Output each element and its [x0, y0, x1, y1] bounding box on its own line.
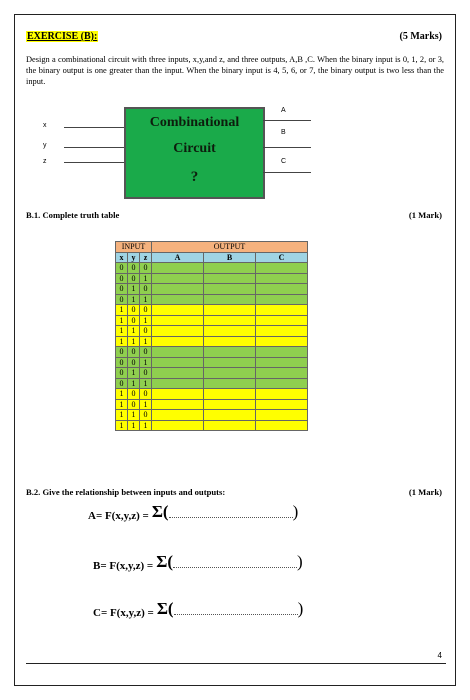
answer-cell-a[interactable]: [152, 336, 204, 347]
cell-x: 0: [116, 357, 128, 368]
cell-x: 0: [116, 284, 128, 295]
exercise-description: Design a combinational circuit with three inputs, x,y,and z, and three outputs, A,B ,C. When the binary input is 0, 1, 2, or 3, the binary output is one greater than the input. When the binary input is 4, 5, 6, or 7, the binary output is two less than the input.: [26, 55, 444, 86]
close-paren-b: ): [296, 552, 303, 571]
exercise-marks: (5 Marks): [399, 31, 442, 42]
cell-y: 0: [128, 273, 140, 284]
cell-y: 0: [128, 357, 140, 368]
answer-cell-c[interactable]: [256, 263, 308, 274]
table-row: [116, 389, 308, 400]
table-row: [116, 410, 308, 421]
table-row: [116, 326, 308, 337]
answer-cell-a[interactable]: [152, 368, 204, 379]
cell-x: 1: [116, 399, 128, 410]
answer-cell-c[interactable]: [256, 410, 308, 421]
cell-y: 0: [128, 315, 140, 326]
answer-cell-a[interactable]: [152, 347, 204, 358]
table-row: [116, 368, 308, 379]
cell-z: 0: [140, 389, 152, 400]
cell-y: 1: [128, 378, 140, 389]
answer-cell-a[interactable]: [152, 420, 204, 431]
answer-cell-b[interactable]: [204, 399, 256, 410]
table-row: [116, 263, 308, 274]
answer-cell-a[interactable]: [152, 263, 204, 274]
cell-y: 1: [128, 336, 140, 347]
answer-cell-a[interactable]: [152, 315, 204, 326]
output-label-c: C: [281, 158, 287, 165]
answer-cell-a[interactable]: [152, 294, 204, 305]
cell-z: 0: [140, 410, 152, 421]
answer-cell-c[interactable]: [256, 315, 308, 326]
sigma-c: Σ(: [156, 599, 174, 618]
answer-cell-c[interactable]: [256, 326, 308, 337]
cell-y: 1: [128, 368, 140, 379]
cell-x: 1: [116, 420, 128, 431]
answer-cell-c[interactable]: [256, 368, 308, 379]
cell-z: 1: [140, 357, 152, 368]
truth-table: [115, 241, 308, 431]
answer-cell-b[interactable]: [204, 263, 256, 274]
input-wire-x: [64, 127, 124, 128]
answer-cell-b[interactable]: [204, 347, 256, 358]
answer-cell-b[interactable]: [204, 368, 256, 379]
col-y: y: [128, 252, 140, 263]
answer-cell-c[interactable]: [256, 347, 308, 358]
cell-z: 1: [140, 273, 152, 284]
block-title: Combinational: [149, 115, 240, 130]
table-row: [116, 378, 308, 389]
equation-a: [88, 502, 298, 522]
answer-cell-b[interactable]: [204, 389, 256, 400]
answer-cell-a[interactable]: [152, 389, 204, 400]
cell-z: 1: [140, 336, 152, 347]
footer-rule: [26, 663, 446, 664]
answer-cell-b[interactable]: [204, 410, 256, 421]
col-z: z: [140, 252, 152, 263]
answer-cell-c[interactable]: [256, 336, 308, 347]
answer-cell-a[interactable]: [152, 399, 204, 410]
cell-x: 0: [116, 263, 128, 274]
answer-cell-a[interactable]: [152, 284, 204, 295]
table-row: [116, 284, 308, 295]
cell-z: 1: [140, 315, 152, 326]
answer-cell-c[interactable]: [256, 273, 308, 284]
answer-cell-c[interactable]: [256, 399, 308, 410]
cell-z: 0: [140, 347, 152, 358]
answer-cell-b[interactable]: [204, 305, 256, 316]
answer-cell-b[interactable]: [204, 336, 256, 347]
col-b: B: [204, 252, 256, 263]
answer-cell-b[interactable]: [204, 273, 256, 284]
answer-cell-a[interactable]: [152, 378, 204, 389]
cell-x: 1: [116, 315, 128, 326]
table-row: [116, 305, 308, 316]
cell-z: 0: [140, 305, 152, 316]
b2-marks: (1 Mark): [408, 487, 442, 497]
answer-cell-b[interactable]: [204, 326, 256, 337]
answer-cell-b[interactable]: [204, 284, 256, 295]
output-label-b: B: [281, 129, 286, 136]
cell-y: 1: [128, 326, 140, 337]
output-wire-c: [263, 172, 311, 173]
table-row: [116, 347, 308, 358]
cell-y: 0: [128, 399, 140, 410]
table-row: [116, 336, 308, 347]
output-wire-a: [263, 120, 311, 121]
cell-x: 0: [116, 368, 128, 379]
cell-x: 1: [116, 336, 128, 347]
cell-y: 0: [128, 263, 140, 274]
output-label-a: A: [281, 107, 286, 114]
cell-z: 1: [140, 399, 152, 410]
cell-x: 0: [116, 378, 128, 389]
cell-z: 0: [140, 368, 152, 379]
answer-cell-c[interactable]: [256, 389, 308, 400]
cell-x: 0: [116, 294, 128, 305]
output-header: OUTPUT: [152, 242, 308, 253]
answer-field-b[interactable]: [173, 557, 297, 568]
cell-y: 1: [128, 410, 140, 421]
cell-y: 1: [128, 420, 140, 431]
answer-cell-c[interactable]: [256, 357, 308, 368]
answer-cell-b[interactable]: [204, 294, 256, 305]
cell-x: 1: [116, 305, 128, 316]
answer-field-a[interactable]: [169, 507, 293, 518]
col-c: C: [256, 252, 308, 263]
cell-z: 1: [140, 420, 152, 431]
input-wire-z: [64, 162, 124, 163]
answer-cell-b[interactable]: [204, 378, 256, 389]
cell-z: 0: [140, 284, 152, 295]
answer-cell-b[interactable]: [204, 420, 256, 431]
equation-a-label: A= F(x,y,z) =: [88, 510, 149, 522]
table-row: [116, 357, 308, 368]
cell-z: 0: [140, 263, 152, 274]
cell-y: 0: [128, 389, 140, 400]
b1-marks: (1 Mark): [408, 210, 442, 220]
page-number: 4: [437, 651, 442, 660]
equation-c-label: C= F(x,y,z) =: [93, 607, 154, 619]
answer-field-c[interactable]: [174, 604, 298, 615]
cell-y: 1: [128, 294, 140, 305]
answer-cell-c[interactable]: [256, 284, 308, 295]
b1-heading: B.1. Complete truth table: [26, 210, 120, 220]
input-label-x: x: [43, 122, 47, 129]
block-question-mark: ?: [190, 169, 199, 185]
cell-z: 0: [140, 326, 152, 337]
answer-cell-a[interactable]: [152, 305, 204, 316]
answer-cell-c[interactable]: [256, 294, 308, 305]
b2-heading: B.2. Give the relationship between inputs and outputs:: [26, 487, 226, 497]
cell-x: 0: [116, 347, 128, 358]
cell-z: 1: [140, 378, 152, 389]
answer-cell-a[interactable]: [152, 273, 204, 284]
cell-x: 1: [116, 410, 128, 421]
answer-cell-c[interactable]: [256, 420, 308, 431]
block-subtitle: Circuit: [173, 141, 216, 156]
input-label-z: z: [43, 158, 47, 165]
input-wire-y: [64, 147, 124, 148]
answer-cell-c[interactable]: [256, 305, 308, 316]
input-label-y: y: [43, 142, 47, 149]
answer-cell-a[interactable]: [152, 410, 204, 421]
cell-x: 1: [116, 389, 128, 400]
answer-cell-a[interactable]: [152, 326, 204, 337]
answer-cell-b[interactable]: [204, 357, 256, 368]
combinational-circuit-block: [124, 107, 265, 199]
cell-y: 0: [128, 347, 140, 358]
col-x: x: [116, 252, 128, 263]
col-a: A: [152, 252, 204, 263]
table-row: [116, 420, 308, 431]
answer-cell-b[interactable]: [204, 315, 256, 326]
cell-z: 1: [140, 294, 152, 305]
sigma-b: Σ(: [156, 552, 173, 571]
table-row: [116, 399, 308, 410]
close-paren-a: ): [292, 502, 299, 521]
cell-x: 1: [116, 326, 128, 337]
sigma-a: Σ(: [151, 502, 169, 521]
table-row: [116, 273, 308, 284]
table-row: [116, 294, 308, 305]
table-row: [116, 315, 308, 326]
equation-b: [93, 552, 303, 572]
answer-cell-c[interactable]: [256, 378, 308, 389]
cell-y: 1: [128, 284, 140, 295]
output-wire-b: [263, 147, 311, 148]
cell-x: 0: [116, 273, 128, 284]
equation-b-label: B= F(x,y,z) =: [93, 560, 154, 572]
exercise-title: EXERCISE (B):: [27, 31, 98, 42]
cell-y: 0: [128, 305, 140, 316]
equation-c: [93, 599, 303, 619]
answer-cell-a[interactable]: [152, 357, 204, 368]
input-header: INPUT: [116, 242, 152, 253]
close-paren-c: ): [297, 599, 304, 618]
